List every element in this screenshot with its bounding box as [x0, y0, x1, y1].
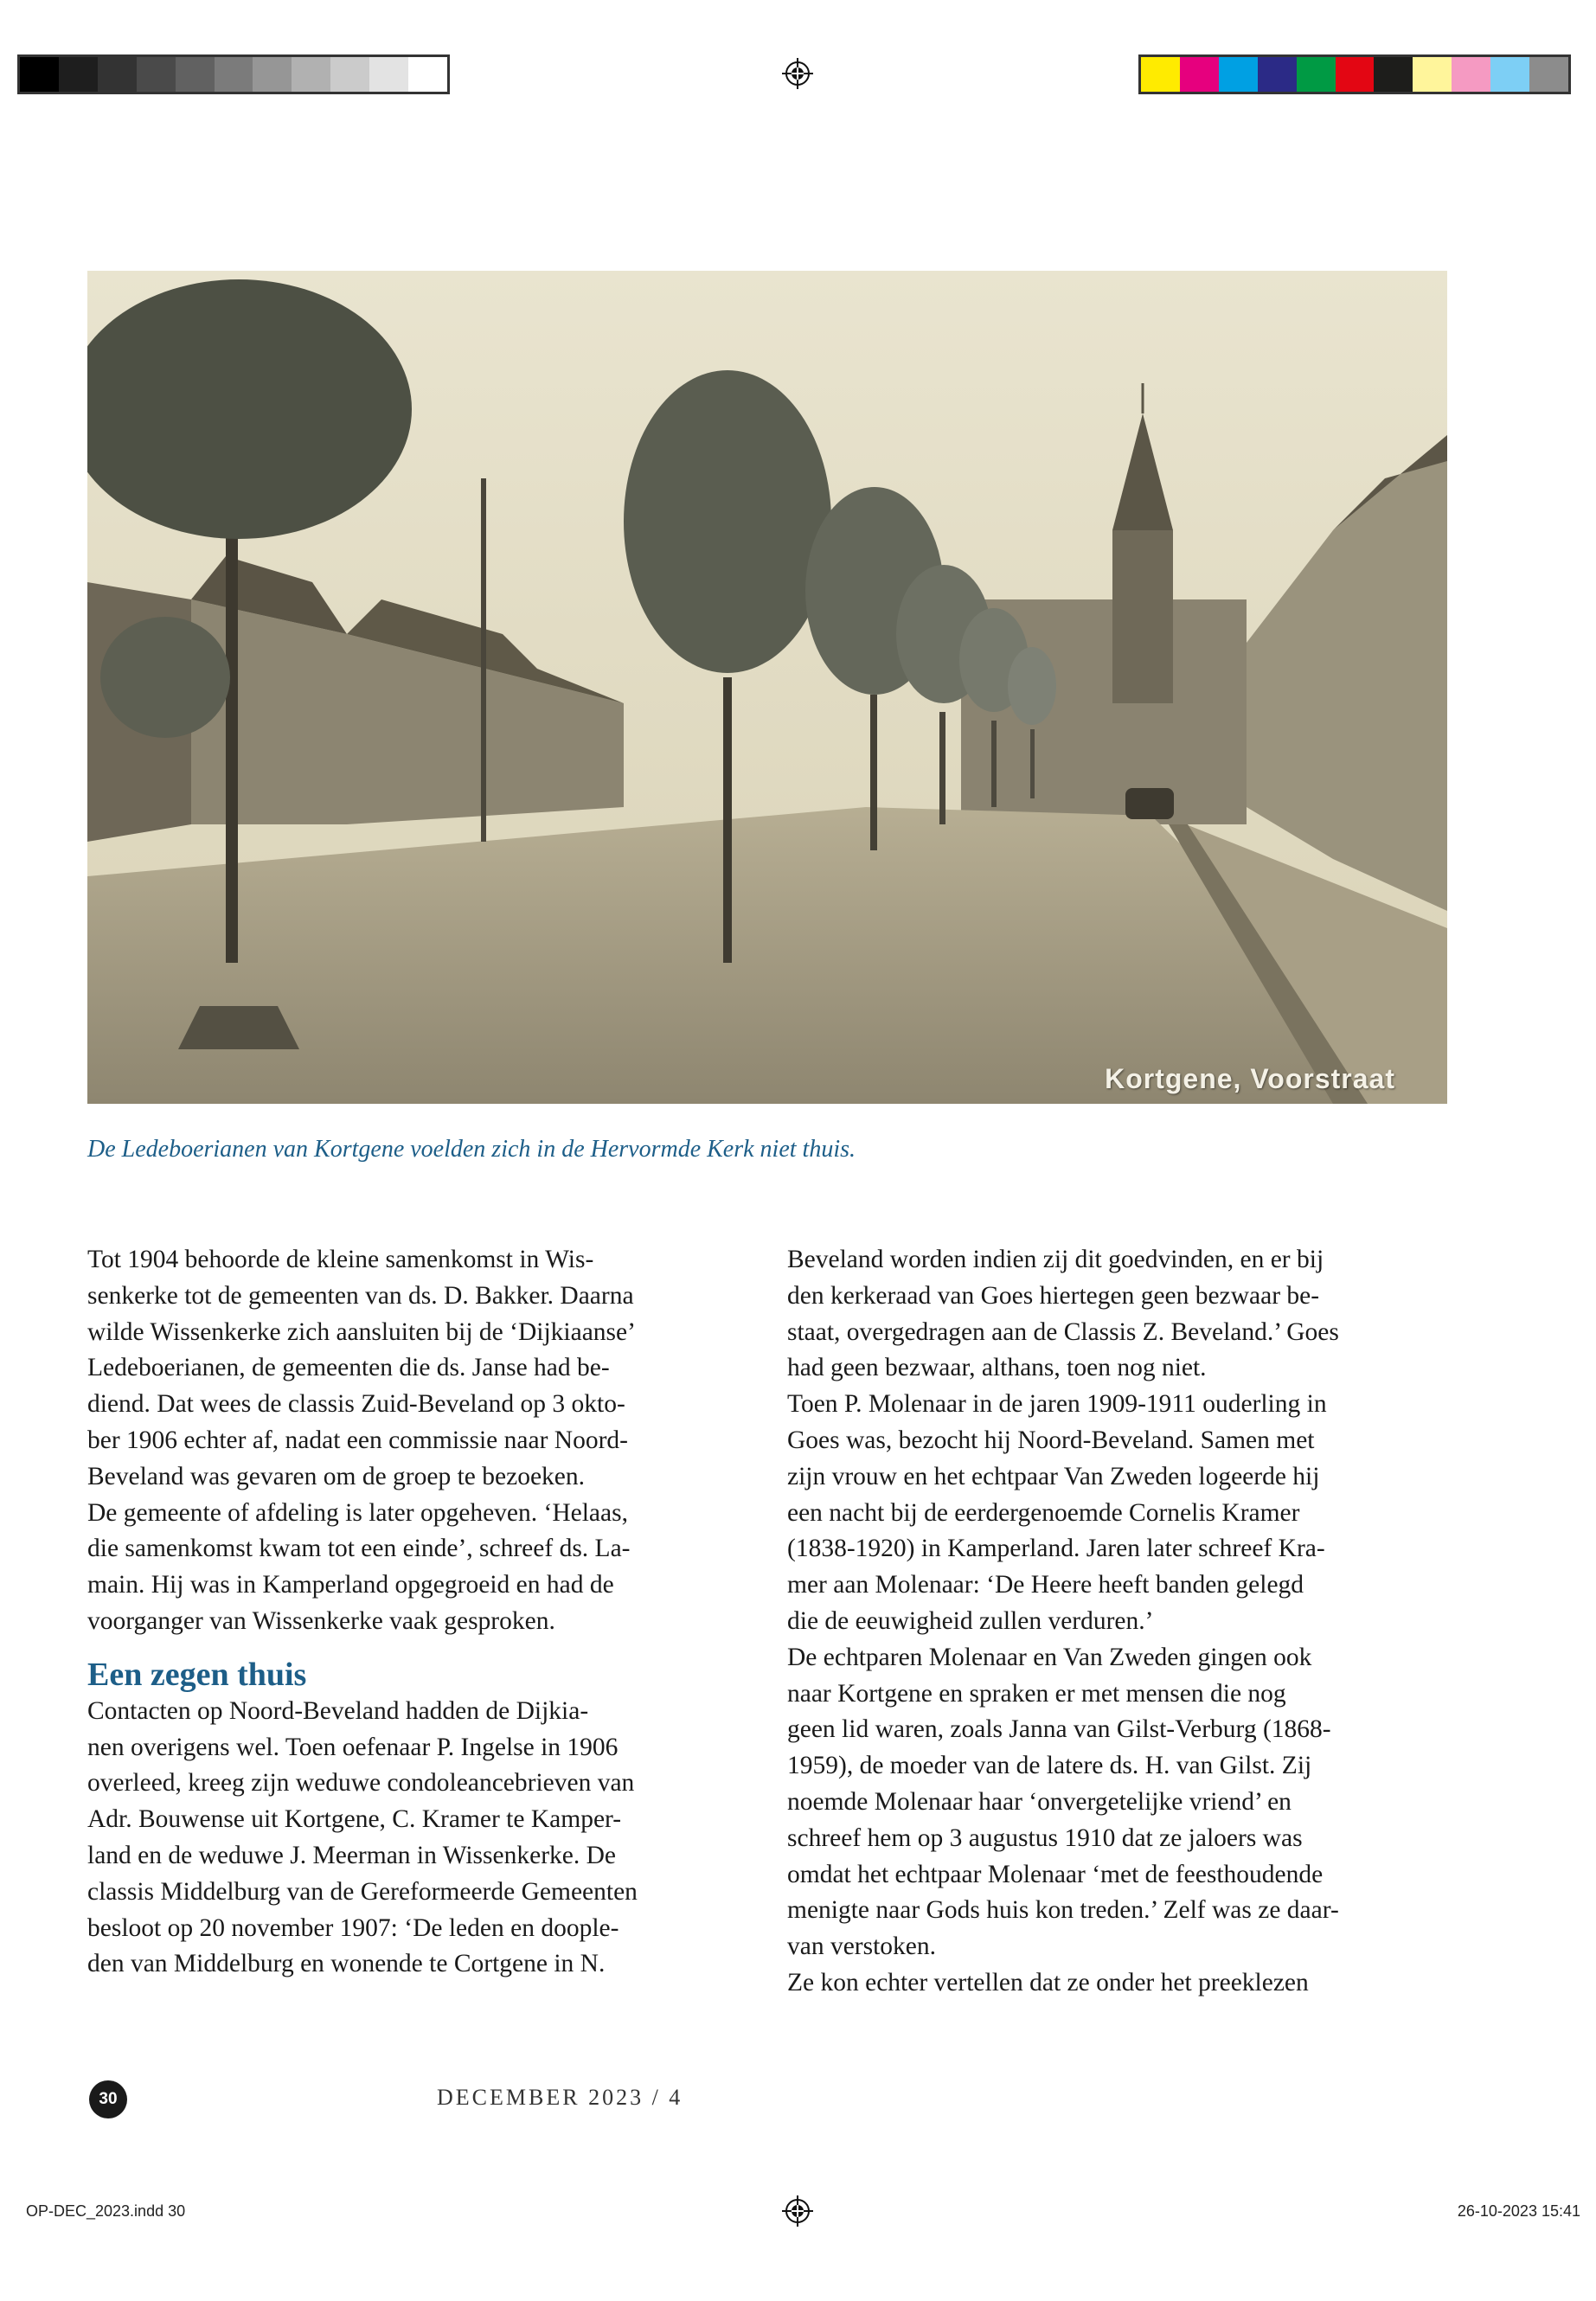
color-swatch	[1413, 57, 1452, 92]
page-number-badge: 30	[89, 2080, 127, 2118]
text-line: Tot 1904 behoorde de kleine samenkomst in Wis-	[87, 1246, 594, 1273]
grayscale-swatch	[59, 57, 98, 92]
text-line: senkerke tot de gemeenten van ds. D. Bakker. Daarna	[87, 1281, 634, 1310]
paragraph-5	[787, 1387, 1453, 1640]
grayscale-swatch	[215, 57, 253, 92]
text-line: Contacten op Noord-Beveland hadden de Dijkia-	[87, 1696, 589, 1725]
text-line: den kerkeraad van Goes hiertegen geen bezwaar be-	[787, 1281, 1320, 1310]
text-line: Toen P. Molenaar in de jaren 1909-1911 ouderling in	[787, 1390, 1327, 1419]
registration-mark-icon	[782, 2195, 813, 2227]
grayscale-swatch	[137, 57, 176, 92]
color-swatch	[1141, 57, 1180, 92]
text-line: Beveland was gevaren om de groep te bezoeken.	[87, 1462, 586, 1490]
date-slug: 26-10-2023 15:41	[1457, 2202, 1580, 2220]
text-line: nen overigens wel. Toen oefenaar P. Ingelse in 1906	[87, 1733, 619, 1761]
text-line: overleed, kreeg zijn weduwe condoleancebrieven van	[87, 1769, 635, 1798]
color-swatch	[1374, 57, 1413, 92]
section-heading: Een zegen thuis	[87, 1656, 307, 1693]
color-swatch	[1297, 57, 1336, 92]
text-line: mer aan Molenaar: ‘De Heere heeft banden gelegd	[787, 1571, 1304, 1599]
grayscale-swatch	[330, 57, 369, 92]
color-swatch	[1219, 57, 1258, 92]
text-line: Ze kon echter vertellen dat ze onder het preeklezen	[787, 1968, 1309, 1997]
text-line: voorganger van Wissenkerke vaak gesproken.	[87, 1606, 555, 1635]
grayscale-swatch	[20, 57, 59, 92]
kortgene-street-image	[87, 271, 1447, 1104]
paragraph-1	[87, 1242, 753, 1496]
color-swatch	[1452, 57, 1490, 92]
color-swatch	[1258, 57, 1297, 92]
grayscale-swatch	[408, 57, 447, 92]
text-line: staat, overgedragen aan de Classis Z. Beveland.’ Goes	[787, 1317, 1339, 1346]
paragraph-4	[787, 1242, 1453, 1387]
right-text-column	[787, 1242, 1453, 2002]
text-line: De echtparen Molenaar en Van Zweden gingen ook	[787, 1643, 1312, 1671]
file-slug: OP-DEC_2023.indd 30	[26, 2202, 186, 2220]
text-line: noemde Molenaar haar ‘onvergetelijke vriend’ en	[787, 1787, 1292, 1816]
text-line: 1959), de moeder van de latere ds. H. van Gilst. Zij	[787, 1752, 1312, 1780]
text-line: ber 1906 echter af, nadat een commissie naar Noord-	[87, 1426, 628, 1454]
text-line: omdat het echtpaar Molenaar ‘met de feesthoudende	[787, 1860, 1324, 1888]
paragraph-6	[787, 1640, 1453, 1965]
color-calibration-bar	[1138, 54, 1571, 94]
text-line: De gemeente of afdeling is later opgeheven. ‘Helaas,	[87, 1498, 628, 1527]
text-line: had geen bezwaar, althans, toen nog niet.	[787, 1354, 1207, 1382]
color-swatch	[1529, 57, 1568, 92]
text-line: menigte naar Gods huis kon treden.’ Zelf was ze daar-	[787, 1896, 1339, 1925]
color-swatch	[1336, 57, 1375, 92]
text-line: zijn vrouw en het echtpaar Van Zweden logeerde hij	[787, 1462, 1320, 1490]
text-line: wilde Wissenkerke zich aansluiten bij de ‘Dijkiaanse’	[87, 1317, 636, 1346]
text-line: van verstoken.	[787, 1932, 937, 1961]
text-line: den van Middelburg en wonende te Cortgene in N.	[87, 1950, 606, 1978]
street-photograph	[87, 271, 1447, 1104]
text-line: schreef hem op 3 augustus 1910 dat ze jaloers was	[787, 1823, 1303, 1852]
text-line: besloot op 20 november 1907: ‘De leden en doople-	[87, 1913, 619, 1942]
paragraph-3	[87, 1694, 753, 1983]
text-line: (1838-1920) in Kamperland. Jaren later schreef Kra-	[787, 1535, 1325, 1563]
grayscale-calibration-bar	[17, 54, 450, 94]
text-line: die samenkomst kwam tot een einde’, schreef ds. La-	[87, 1535, 631, 1563]
photo-location-label: Kortgene, Voorstraat	[1105, 1063, 1395, 1094]
text-line: Beveland worden indien zij dit goedvinden, en er bij	[787, 1246, 1324, 1273]
text-line: Goes was, bezocht hij Noord-Beveland. Samen met	[787, 1426, 1315, 1454]
text-line: naar Kortgene en spraken er met mensen die nog	[787, 1679, 1286, 1708]
grayscale-swatch	[98, 57, 137, 92]
text-line: land en de weduwe J. Meerman in Wissenkerke. De	[87, 1841, 617, 1869]
text-line: Ledeboerianen, de gemeenten die ds. Janse had be-	[87, 1354, 610, 1382]
paragraph-7	[787, 1965, 1453, 2002]
text-line: Adr. Bouwense uit Kortgene, C. Kramer te Kamper-	[87, 1805, 622, 1834]
text-line: geen lid waren, zoals Janna van Gilst-Verburg (1868-	[787, 1715, 1331, 1744]
photo-caption: De Ledeboerianen van Kortgene voelden zich in de Hervormde Kerk niet thuis.	[87, 1136, 856, 1163]
left-text-column	[87, 1242, 753, 1983]
color-swatch	[1180, 57, 1219, 92]
grayscale-swatch	[176, 57, 215, 92]
grayscale-swatch	[292, 57, 330, 92]
text-line: classis Middelburg van de Gereformeerde Gemeenten	[87, 1877, 638, 1906]
color-swatch	[1490, 57, 1529, 92]
text-line: een nacht bij de eerdergenoemde Cornelis Kramer	[787, 1498, 1300, 1527]
text-line: main. Hij was in Kamperland opgegroeid en had de	[87, 1571, 614, 1599]
text-line: diend. Dat wees de classis Zuid-Beveland op 3 okto-	[87, 1390, 625, 1419]
text-line: die de eeuwigheid zullen verduren.’	[787, 1606, 1154, 1635]
grayscale-swatch	[369, 57, 408, 92]
registration-mark-icon	[782, 58, 813, 89]
paragraph-2	[87, 1496, 753, 1640]
grayscale-swatch	[253, 57, 292, 92]
issue-label: DECEMBER 2023 / 4	[437, 2085, 683, 2110]
